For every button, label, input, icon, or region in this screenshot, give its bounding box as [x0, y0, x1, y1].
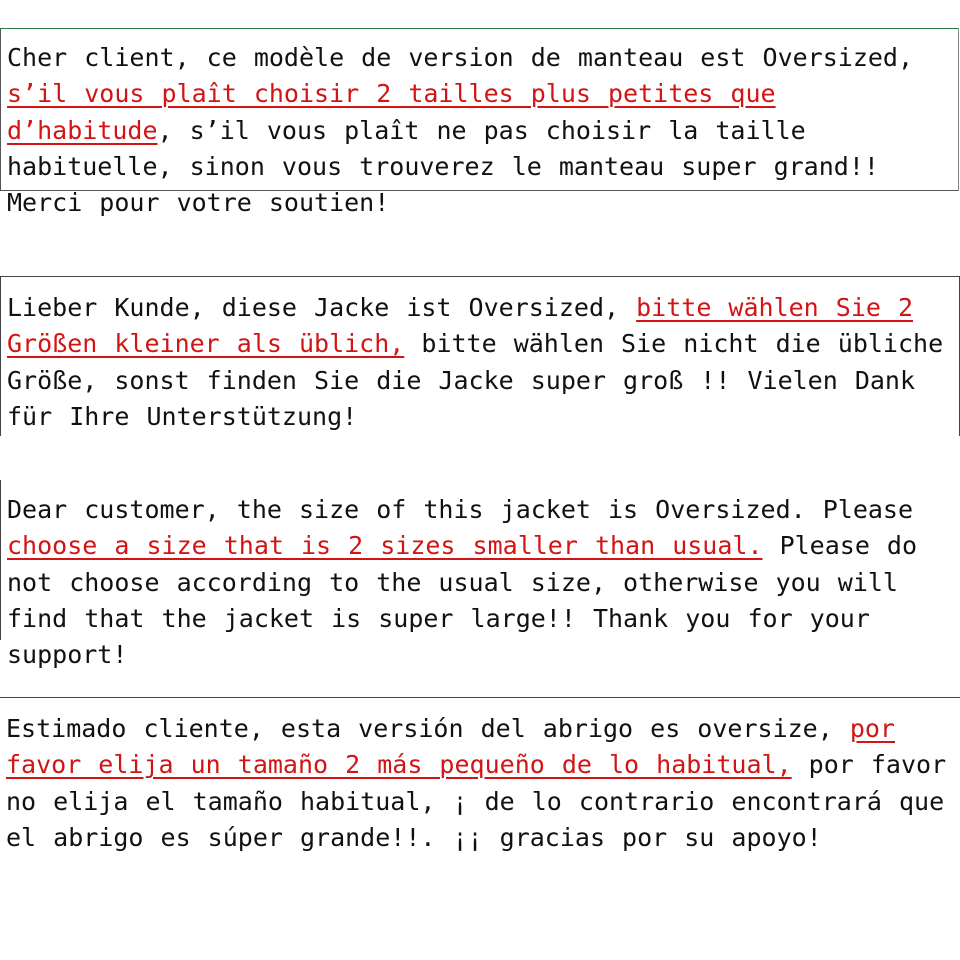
notice-german — [0, 276, 960, 436]
notice-spanish-rest: por favor no elija el tamaño habitual, ¡ de lo contrario encontrará que el abrigo es súper grande!!. ¡¡ gracias por su apoyo! — [6, 750, 947, 852]
notice-french — [0, 28, 959, 218]
notice-spanish-size-advice: por favor elija un tamaño 2 más pequeño de lo habitual, — [6, 714, 895, 780]
notice-english — [0, 480, 960, 670]
notice-french-text — [7, 40, 956, 221]
notice-french-rest: , s’il vous plaît ne pas choisir la taille habituelle, sinon vous trouverez le manteau super grand!! Merci pour votre soutien! — [7, 115, 879, 218]
notice-french-intro: Cher client, ce modèle de version de manteau est Oversized, — [7, 43, 914, 72]
notice-english-text — [7, 492, 958, 673]
notice-german-rest: bitte wählen Sie nicht die übliche Größe, sonst finden Sie die Jacke super groß !! Vielen Dank für Ihre Unterstützung! — [7, 329, 944, 431]
notice-french-size-advice: s’il vous plaît choisir 2 tailles plus petites que d’habitude — [7, 79, 776, 145]
notice-spanish — [0, 697, 960, 867]
notice-english-size-advice: choose a size that is 2 sizes smaller than usual. — [7, 531, 763, 561]
notice-german-size-advice: bitte wählen Sie 2 Größen kleiner als üblich, — [7, 293, 914, 359]
notice-spanish-text — [6, 711, 958, 856]
notice-german-text — [7, 290, 957, 435]
notice-spanish-intro: Estimado cliente, esta versión del abrigo es oversize, — [6, 714, 850, 743]
notice-english-intro: Dear customer, the size of this jacket is Oversized. Please — [7, 495, 914, 524]
notice-german-intro: Lieber Kunde, diese Jacke ist Oversized, — [7, 293, 637, 322]
notice-english-rest: Please do not choose according to the usual size, otherwise you will find that the jacket is super large!! Thank you for your support! — [7, 531, 918, 670]
